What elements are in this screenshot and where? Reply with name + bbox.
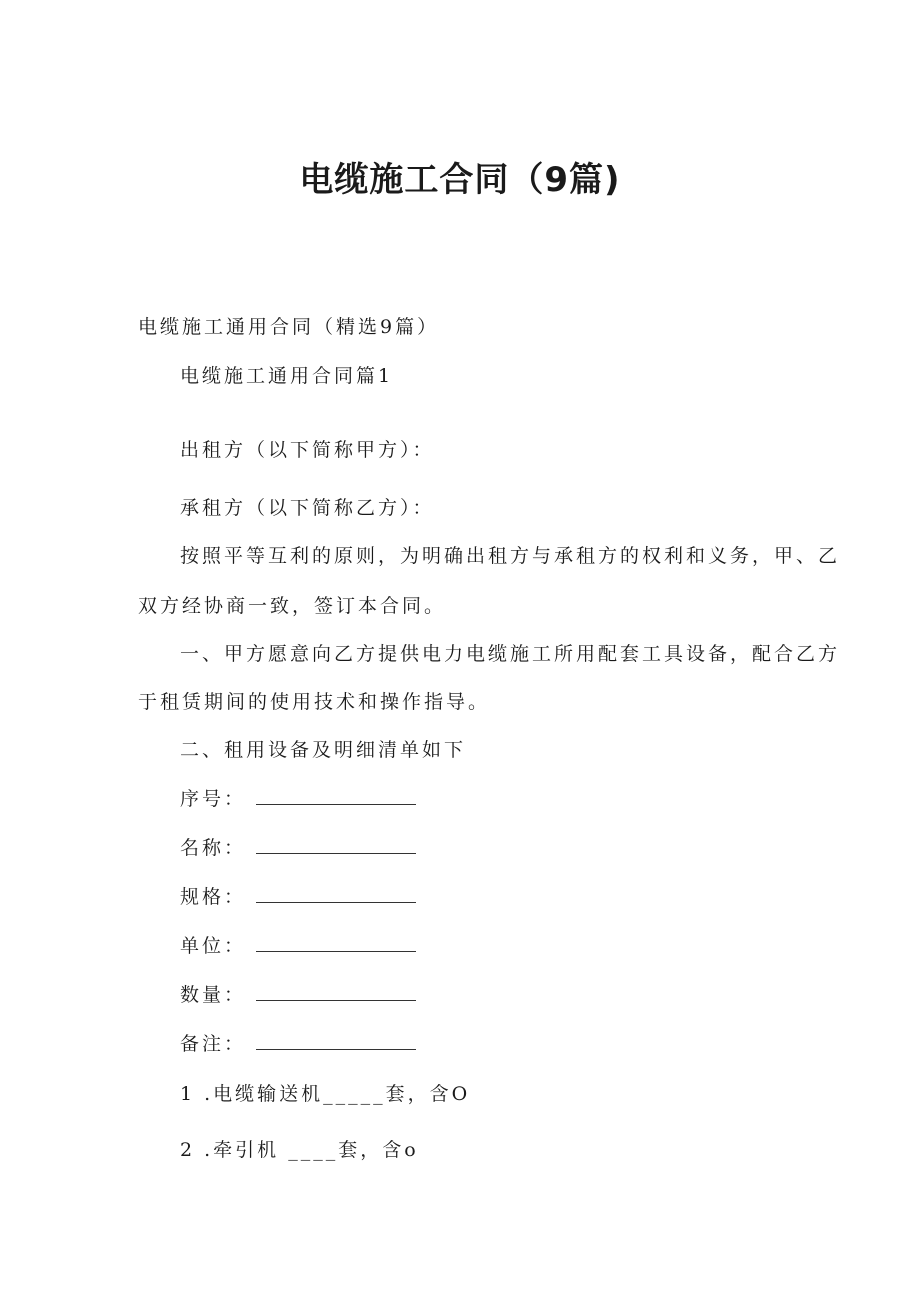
field-blank xyxy=(256,933,416,952)
field-blank xyxy=(256,982,416,1001)
field-label: 名称： xyxy=(180,837,247,859)
field-label: 单位： xyxy=(180,935,247,957)
field-row-unit xyxy=(180,931,416,958)
field-row-name xyxy=(180,833,416,860)
lessee-line: 承租方（以下简称乙方）： xyxy=(180,497,435,519)
intro-paragraph-line-1: 按照平等互利的原则，为明确出租方与承租方的权利和义务，甲、乙 xyxy=(180,545,841,567)
clause-2-heading: 二、租用设备及明细清单如下 xyxy=(180,739,467,761)
field-blank xyxy=(256,835,416,854)
field-row-remarks xyxy=(180,1029,416,1056)
equipment-item-2: 2 .牵引机 ____套，含o xyxy=(180,1139,419,1161)
field-blank xyxy=(256,884,416,903)
equipment-item-1: 1 .电缆输送机_____套，含O xyxy=(180,1083,471,1105)
clause-1-line-1: 一、甲方愿意向乙方提供电力电缆施工所用配套工具设备，配合乙方 xyxy=(180,643,841,665)
intro-paragraph-line-2: 双方经协商一致，签订本合同。 xyxy=(138,595,447,617)
clause-1-line-2: 于租赁期间的使用技术和操作指导。 xyxy=(138,691,491,713)
section-title: 电缆施工通用合同篇1 xyxy=(180,365,394,387)
field-label: 序号： xyxy=(180,788,247,810)
lessor-line: 出租方（以下简称甲方）： xyxy=(180,439,435,461)
field-row-quantity xyxy=(180,980,416,1007)
document-subtitle: 电缆施工通用合同（精选9篇） xyxy=(138,316,440,338)
document-title: 电缆施工合同（9篇) xyxy=(299,160,621,200)
field-row-spec xyxy=(180,882,416,909)
field-blank xyxy=(256,786,416,805)
field-blank xyxy=(256,1031,416,1050)
field-label: 规格： xyxy=(180,886,247,908)
field-row-serial xyxy=(180,784,416,811)
field-label: 备注： xyxy=(180,1033,247,1055)
field-label: 数量： xyxy=(180,984,247,1006)
